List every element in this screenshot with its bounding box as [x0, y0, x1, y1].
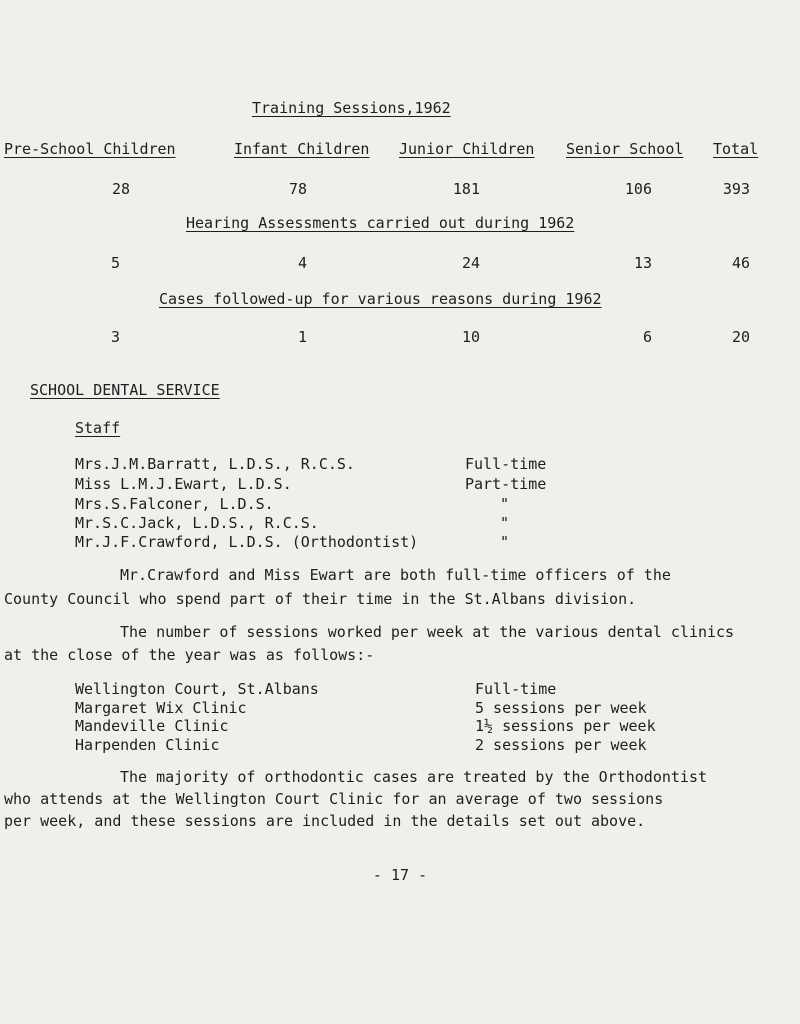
dental-heading: SCHOOL DENTAL SERVICE: [30, 381, 220, 399]
hearing-infant: 4: [297, 254, 307, 272]
hearing-pre-school: 5: [110, 254, 120, 272]
clinic-name: Wellington Court, St.Albans: [75, 680, 319, 698]
sessions-infant: 78: [288, 180, 307, 198]
staff-status: ": [500, 533, 510, 551]
staff-status: ": [500, 514, 510, 532]
paragraph-sessions-line: The number of sessions worked per week at the various dental clinics: [120, 623, 735, 641]
sessions-pre-school: 28: [111, 180, 130, 198]
followup-senior: 6: [642, 328, 652, 346]
staff-status: Full-time: [465, 455, 547, 473]
followup-total: 20: [731, 328, 750, 346]
header-senior: Senior School: [566, 140, 684, 158]
clinic-sessions: 5 sessions per week: [475, 699, 647, 717]
staff-name: Miss L.M.J.Ewart, L.D.S.: [75, 475, 292, 493]
page-number: - 17 -: [372, 866, 428, 884]
paragraph-orthodontic-line: The majority of orthodontic cases are treated by the Orthodontist: [120, 768, 707, 786]
staff-heading: Staff: [75, 419, 121, 437]
staff-status: Part-time: [465, 475, 547, 493]
sessions-junior: 181: [452, 180, 480, 198]
sessions-total: 393: [722, 180, 750, 198]
header-total: Total: [713, 140, 759, 158]
paragraph-orthodontic-line: per week, and these sessions are included in the details set out above.: [4, 812, 646, 830]
clinic-name: Margaret Wix Clinic: [75, 699, 247, 717]
hearing-total: 46: [731, 254, 750, 272]
clinic-sessions: 1½ sessions per week: [475, 717, 656, 735]
header-junior: Junior Children: [399, 140, 535, 158]
paragraph-officers-line: County Council who spend part of their time in the St.Albans division.: [4, 590, 637, 608]
clinic-name: Mandeville Clinic: [75, 717, 229, 735]
followup-pre-school: 3: [110, 328, 120, 346]
header-infant: Infant Children: [234, 140, 370, 158]
staff-name: Mr.J.F.Crawford, L.D.S. (Orthodontist): [75, 533, 419, 551]
clinic-sessions: 2 sessions per week: [475, 736, 647, 754]
sessions-senior: 106: [624, 180, 652, 198]
staff-name: Mr.S.C.Jack, L.D.S., R.C.S.: [75, 514, 319, 532]
hearing-title: Hearing Assessments carried out during 1962: [186, 214, 575, 232]
clinic-name: Harpenden Clinic: [75, 736, 220, 754]
hearing-junior: 24: [461, 254, 480, 272]
followup-infant: 1: [297, 328, 307, 346]
header-pre-school: Pre-School Children: [4, 140, 176, 158]
followup-title: Cases followed-up for various reasons during 1962: [159, 290, 602, 308]
training-title: Training Sessions,1962: [252, 99, 451, 117]
followup-junior: 10: [461, 328, 480, 346]
staff-status: ": [500, 495, 510, 513]
clinic-sessions: Full-time: [475, 680, 557, 698]
staff-name: Mrs.S.Falconer, L.D.S.: [75, 495, 274, 513]
paragraph-sessions-line: at the close of the year was as follows:-: [4, 646, 375, 664]
hearing-senior: 13: [633, 254, 652, 272]
paragraph-officers-line: Mr.Crawford and Miss Ewart are both full-time officers of the: [120, 566, 671, 584]
paragraph-orthodontic-line: who attends at the Wellington Court Clinic for an average of two sessions: [4, 790, 664, 808]
staff-name: Mrs.J.M.Barratt, L.D.S., R.C.S.: [75, 455, 355, 473]
